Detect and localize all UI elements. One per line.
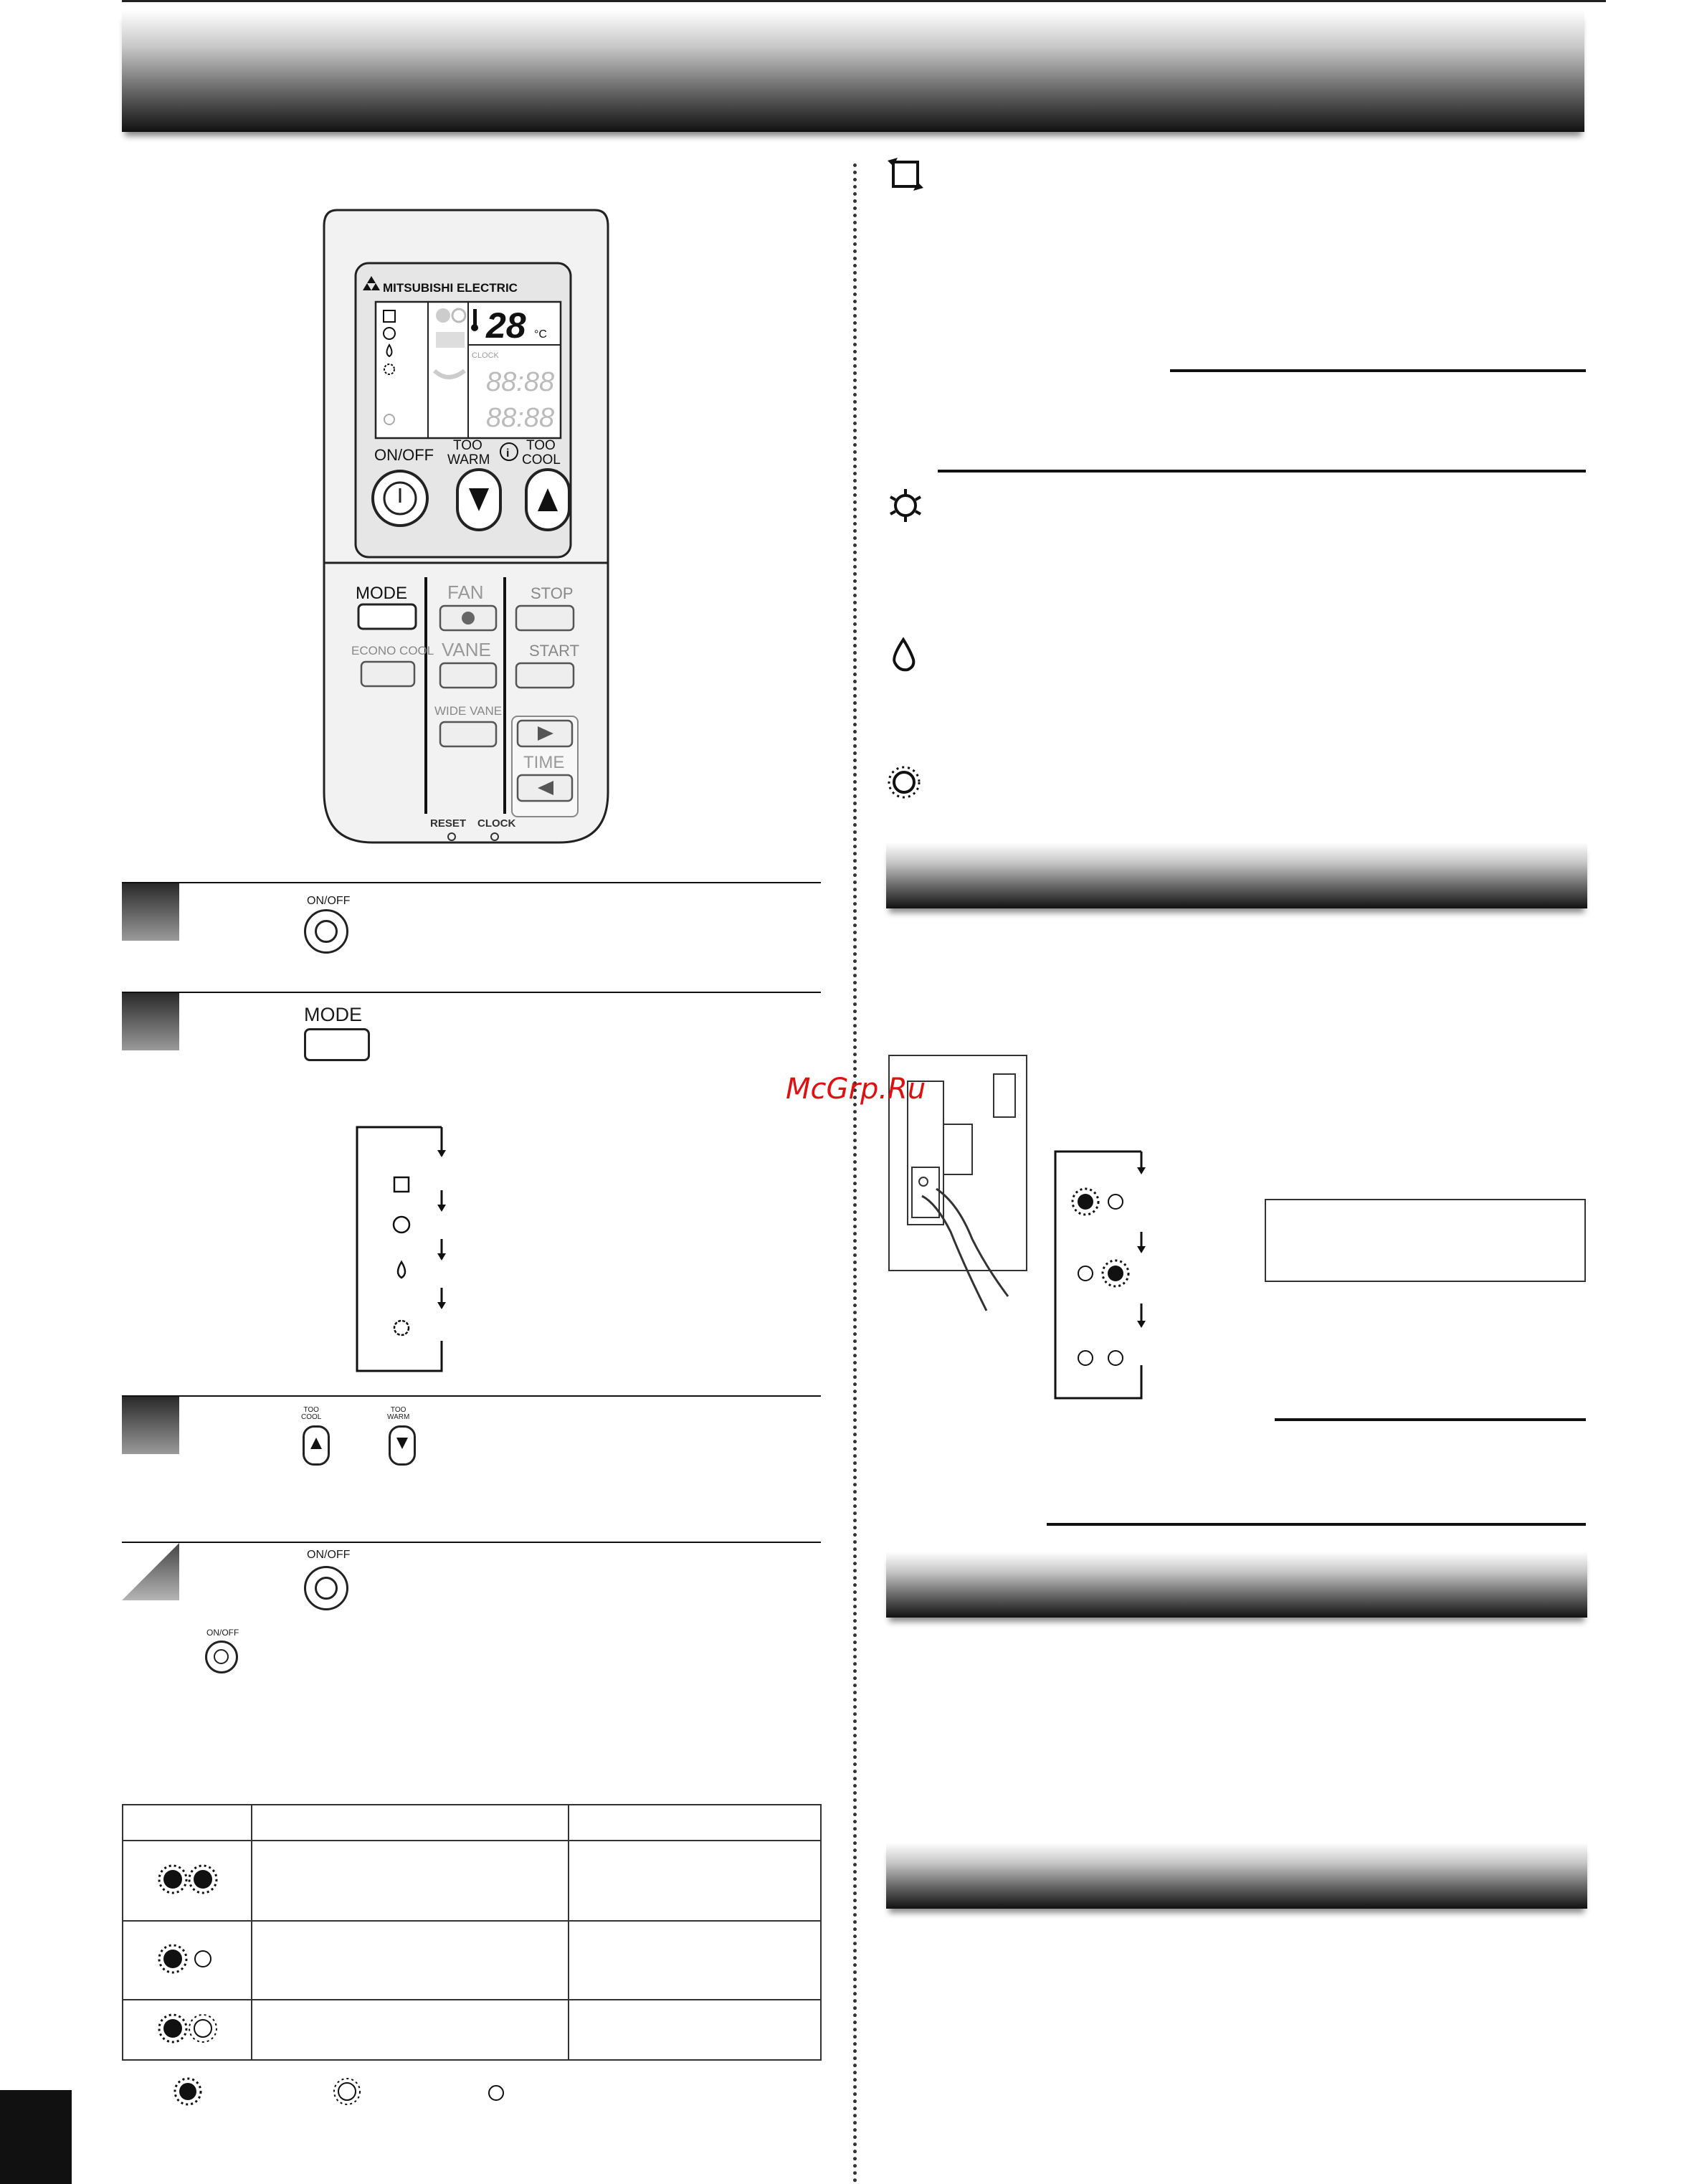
step2-mode-label: MODE xyxy=(304,1004,362,1025)
section-header-bar-2 xyxy=(886,1552,1587,1618)
cool-mode-icon xyxy=(394,1217,409,1233)
lamp-pair-lit-lit-icon xyxy=(151,1861,223,1897)
step3-too-cool-label: TOO COOL xyxy=(301,1406,322,1421)
table-header-cell xyxy=(252,1805,569,1841)
table-row xyxy=(123,2000,821,2060)
lcd-clock-time-1: 88:88 xyxy=(486,367,555,397)
table-header-cell xyxy=(123,1805,252,1841)
page-number-box xyxy=(0,2090,72,2184)
step3-rule xyxy=(122,1395,821,1397)
sequence-step-3 xyxy=(1078,1351,1123,1365)
step1-rule xyxy=(122,882,821,883)
remote-vane-label: VANE xyxy=(442,639,491,660)
remote-widevane-label: WIDE VANE xyxy=(434,704,503,718)
step4-marker xyxy=(122,1543,179,1600)
step4-onoff-label: ON/OFF xyxy=(307,1549,351,1561)
auto-mode-icon xyxy=(888,156,923,192)
remote-start-label: START xyxy=(529,642,580,660)
remote-brand: MITSUBISHI ELECTRIC xyxy=(383,281,518,295)
step4-rule xyxy=(122,1542,821,1543)
remote-reset-label: RESET xyxy=(430,817,467,830)
remote-mode-button[interactable] xyxy=(358,604,416,629)
remote-mode-label: MODE xyxy=(356,584,407,603)
heat-mode-icon xyxy=(886,764,922,800)
remote-clock-label: CLOCK xyxy=(477,817,516,830)
emergency-rule-2 xyxy=(1047,1523,1586,1526)
lcd-clock-label: CLOCK xyxy=(472,351,499,360)
lamp-pair-lit-blink-icon xyxy=(151,2010,223,2046)
step4-note-onoff-button[interactable] xyxy=(205,1641,238,1673)
remote-onoff-label: ON/OFF xyxy=(374,446,434,464)
emergency-note-box xyxy=(1265,1199,1586,1282)
legend-off-icon xyxy=(489,2086,503,2100)
legend-lit-icon xyxy=(175,2079,201,2104)
remote-too-warm-label-2: WARM xyxy=(447,452,490,467)
remote-econo-label: ECONO COOL xyxy=(351,644,434,657)
section-header-bar-3 xyxy=(886,1843,1587,1909)
emergency-rule-1 xyxy=(1275,1418,1586,1421)
section-header-bar-1 xyxy=(886,842,1587,908)
lcd-temp-unit: °C xyxy=(534,328,547,341)
step3-too-warm-label: TOO WARM xyxy=(387,1406,410,1421)
lcd-temperature: 28 xyxy=(486,305,526,346)
step1-marker xyxy=(122,883,179,941)
remote-econo-button[interactable] xyxy=(361,662,414,686)
remote-time-label: TIME xyxy=(523,753,565,772)
top-rule xyxy=(122,0,1606,2)
dry-mode-icon xyxy=(398,1262,405,1278)
step2-marker xyxy=(122,993,179,1050)
remote-fan-label: FAN xyxy=(447,581,484,603)
remote-start-button[interactable] xyxy=(516,663,574,688)
auto-section-rule-1 xyxy=(1170,369,1586,372)
indicator-table xyxy=(122,1804,822,2061)
cool-mode-icon xyxy=(888,488,923,523)
heat-mode-icon xyxy=(394,1321,409,1335)
sequence-step-1 xyxy=(1073,1189,1123,1215)
remote-stop-button[interactable] xyxy=(516,606,574,630)
lamp-pair-lit-off-icon xyxy=(151,1941,223,1977)
remote-widevane-button[interactable] xyxy=(440,722,496,746)
step4-onoff-button[interactable] xyxy=(304,1566,348,1610)
indicator-legend xyxy=(158,2074,531,2109)
sequence-step-2 xyxy=(1078,1260,1128,1286)
column-divider xyxy=(853,163,857,2184)
auto-section-rule-2 xyxy=(938,470,1586,473)
emergency-sequence-diagram xyxy=(1050,1150,1150,1401)
remote-too-cool-label-2: COOL xyxy=(522,452,561,467)
step2-rule xyxy=(122,992,821,993)
table-header-cell xyxy=(569,1805,821,1841)
step2-mode-button[interactable] xyxy=(304,1028,370,1061)
remote-too-warm-label: TOO xyxy=(453,438,482,453)
legend-blink-icon xyxy=(334,2079,360,2104)
mode-cycle-diagram xyxy=(351,1126,466,1373)
step3-too-warm-button[interactable] xyxy=(389,1425,416,1466)
table-row xyxy=(123,1841,821,1921)
remote-control-illustration xyxy=(315,204,617,850)
step3-too-cool-button[interactable] xyxy=(303,1425,330,1466)
svg-text:i: i xyxy=(506,447,510,460)
remote-vane-button[interactable] xyxy=(440,663,496,688)
remote-stop-label: STOP xyxy=(531,584,574,602)
step1-onoff-button[interactable] xyxy=(304,909,348,954)
step3-marker xyxy=(122,1397,179,1454)
remote-too-cool-label: TOO xyxy=(526,438,556,453)
auto-mode-icon xyxy=(394,1177,409,1192)
table-row xyxy=(123,1921,821,2000)
page-header-bar xyxy=(122,10,1584,132)
dry-mode-icon xyxy=(889,637,918,673)
step1-onoff-label: ON/OFF xyxy=(307,895,351,907)
lcd-clock-time-2: 88:88 xyxy=(486,403,555,433)
step4-note-onoff-label: ON/OFF xyxy=(206,1628,239,1638)
watermark: McGrp.Ru xyxy=(786,1073,926,1106)
